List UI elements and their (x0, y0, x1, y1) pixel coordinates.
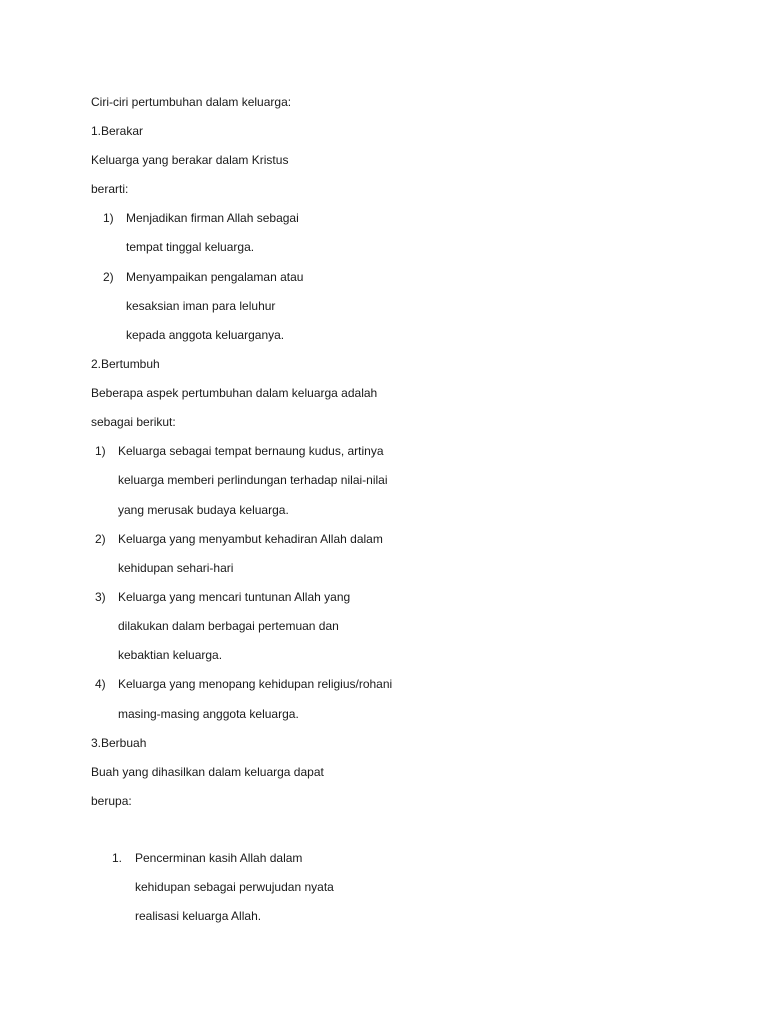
list-item-line: kebaktian keluarga. (118, 648, 223, 662)
list-item-line: realisasi keluarga Allah. (135, 909, 262, 923)
list-item-line: Menyampaikan pengalaman atau (126, 270, 304, 284)
section-intro-line: Beberapa aspek pertumbuhan dalam keluarga adalah (91, 386, 378, 400)
list-item-line: Pencerminan kasih Allah dalam (135, 851, 303, 865)
list-item-line: Keluarga yang menopang kehidupan religius/rohani (118, 677, 393, 691)
list-item-line: masing-masing anggota keluarga. (118, 707, 299, 721)
list-number: 2) (95, 532, 106, 546)
list-item-line: Keluarga yang mencari tuntunan Allah yang (118, 590, 351, 604)
list-number: 1) (103, 211, 114, 225)
list-number: 4) (95, 677, 106, 691)
list-item-line: yang merusak budaya keluarga. (118, 503, 289, 517)
section-intro-line: Keluarga yang berakar dalam Kristus (91, 153, 289, 167)
list-item-line: kesaksian iman para leluhur (126, 299, 276, 313)
section-title-berakar: 1.Berakar (91, 124, 144, 138)
list-item-line: kehidupan sebagai perwujudan nyata (135, 880, 334, 894)
list-item-line: tempat tinggal keluarga. (126, 240, 255, 254)
list-number: 3) (95, 590, 106, 604)
list-number: 1) (95, 444, 106, 458)
list-item-line: kepada anggota keluarganya. (126, 328, 285, 342)
section-title-bertumbuh: 2.Bertumbuh (91, 357, 160, 371)
section-intro-line: berarti: (91, 182, 129, 196)
document-heading: Ciri-ciri pertumbuhan dalam keluarga: (91, 95, 292, 109)
list-item-line: keluarga memberi perlindungan terhadap nilai-nilai (118, 473, 388, 487)
list-item-line: Keluarga sebagai tempat bernaung kudus, artinya (118, 444, 384, 458)
section-intro-line: berupa: (91, 794, 132, 808)
list-item-line: dilakukan dalam berbagai pertemuan dan (118, 619, 339, 633)
section-intro-line: Buah yang dihasilkan dalam keluarga dapat (91, 765, 324, 779)
list-number: 2) (103, 270, 114, 284)
list-item-line: Keluarga yang menyambut kehadiran Allah dalam (118, 532, 383, 546)
list-item-line: Menjadikan firman Allah sebagai (126, 211, 299, 225)
section-title-berbuah: 3.Berbuah (91, 736, 147, 750)
section-intro-line: sebagai berikut: (91, 415, 176, 429)
list-number: 1. (112, 851, 123, 865)
list-item-line: kehidupan sehari-hari (118, 561, 234, 575)
